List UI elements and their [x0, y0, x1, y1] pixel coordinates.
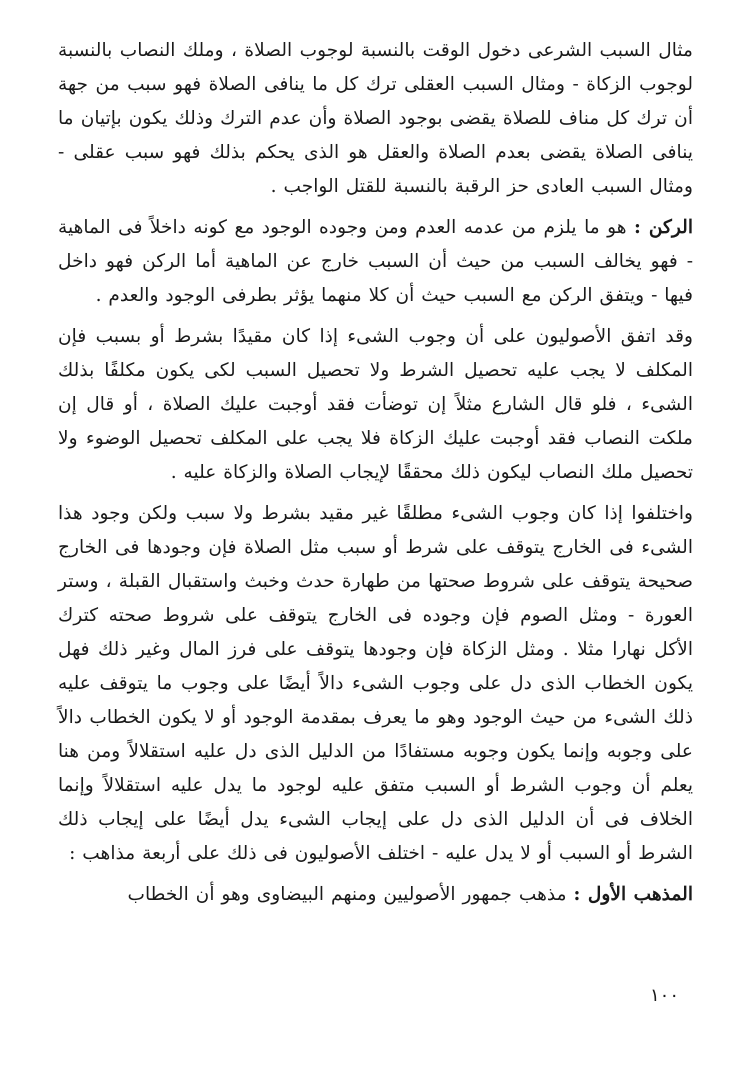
paragraph-text: مثال السبب الشرعى دخول الوقت بالنسبة لوجوب الصلاة ، وملك النصاب بالنسبة لوجوب الزكاة - ومثال السبب العقلى ترك كل ما ينافى الصلاة فهو سبب من جهة أن ترك كل مناف للصلاة يقضى بوجود الصلاة وأن عدم الترك وذلك يكون بإتيان ما ينافى الصلاة يقضى بعدم الصلاة والعقل هو الذى يحكم بذلك فهو سبب عقلى - ومثال السبب العادى حز الرقبة بالنسبة للقتل الواجب . — [58, 40, 693, 197]
page-body — [58, 34, 693, 1034]
term-first-school: المذهب الأول : — [573, 884, 693, 905]
paragraph-disagreement — [58, 497, 693, 871]
paragraph-text: مذهب جمهور الأصوليين ومنهم البيضاوى وهو أن الخطاب — [127, 884, 574, 905]
paragraph-text: وقد اتفق الأصوليون على أن وجوب الشىء إذا كان مقيدًا بشرط أو بسبب فإن المكلف لا يجب عليه تحصيل الشرط ولا تحصيل السبب لكى يكون مكلفًا بذلك الشىء ، فلو قال الشارع مثلاً إن توضأت فقد أوجبت عليك الصلاة ، أو قال إن ملكت النصاب فقد أوجبت عليك الزكاة فلا يجب على المكلف تحصيل الوضوء ولا تحصيل ملك النصاب ليكون ذلك محققًا لإيجاب الصلاة والزكاة عليه . — [58, 326, 693, 483]
paragraph-first-school — [58, 878, 693, 912]
paragraph-text: واختلفوا إذا كان وجوب الشىء مطلقًا غير مقيد بشرط ولا سبب ولكن وجود هذا الشىء فى الخارج يتوقف على شرط أو سبب مثل الصلاة فإن وجودها فى الخارج صحيحة يتوقف على شروط صحتها من طهارة حدث وخبث واستقبال القبلة ، وستر العورة - ومثل الصوم فإن وجوده فى الخارج يتوقف على شروط صحته كترك الأكل نهارا مثلا . ومثل الزكاة فإن وجودها يتوقف على فرز المال وغير ذلك فهل يكون الخطاب الذى دل على وجوب الشىء دالاً أيضًا على وجوب ما يتوقف عليه ذلك الشىء من حيث الوجود وهو ما يعرف بمقدمة الوجود أو لا يكون الخطاب دالاً على وجوبه وإنما يكون وجوبه مستفادًا من الدليل الذى دل عليه استقلالاً ومن هنا يعلم أن وجوب الشرط أو السبب متفق عليه لوجود ما يدل عليه استقلالاً وإنما الخلاف فى أن الدليل الذى دل على إيجاب الشىء يدل أيضًا على إيجاب ذلك الشرط أو السبب أو لا يدل عليه - اختلف الأصوليون فى ذلك على أربعة مذاهب : — [58, 503, 693, 864]
term-rukn: الركن : — [634, 217, 693, 238]
page-number: ١٠٠ — [649, 985, 679, 1006]
paragraph-causes-examples — [58, 34, 693, 204]
paragraph-rukn-definition — [58, 211, 693, 313]
paragraph-text: هو ما يلزم من عدمه العدم ومن وجوده الوجود مع كونه داخلاً فى الماهية - فهو يخالف السبب من حيث أن السبب خارج عن الماهية أما الركن فهو داخل فيها - ويتفق الركن مع السبب حيث أن كلا منهما يؤثر بطرفى الوجود والعدم . — [58, 217, 693, 306]
paragraph-agreement — [58, 320, 693, 490]
